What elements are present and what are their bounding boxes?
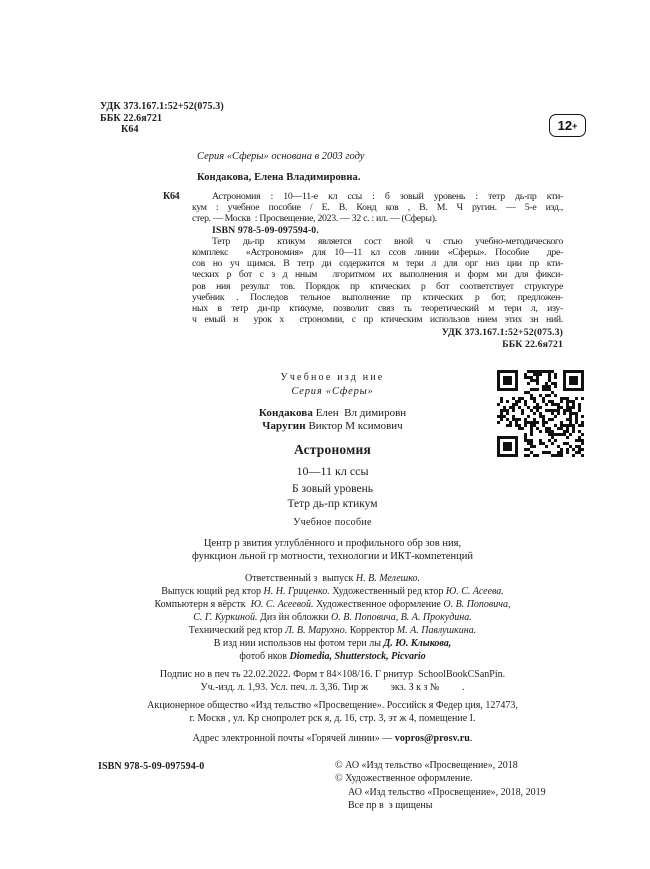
center-dept-lines (100, 537, 565, 563)
staff-line (100, 624, 565, 637)
catalog-body (192, 191, 563, 350)
book-grades: 10—11 кл ссы (296, 464, 369, 478)
catalog-label: К64 (163, 191, 180, 202)
catalog-line: кум : учебное пособие / Е. В. Конд ков , В. М. Ч ругин. — 5-е изд., (192, 202, 563, 214)
age-rating-badge (549, 114, 586, 137)
hotline-email-line (100, 733, 565, 744)
publisher-line: г. Москв , ул. Кр снопролет рск я, д. 16, стр. 3, эт ж 4, помещение I. (189, 712, 476, 724)
copyright-line: Все пр в з щищены (348, 799, 433, 811)
photo-banks: Diomedia, Shutterstock, Picvario (289, 651, 426, 662)
staff-line (100, 637, 565, 650)
dept-line: функцион льной гр мотности, технологии и ИКТ-компетенций (192, 551, 473, 562)
annotation-line: комплекс «Астрономия» для 10—11 кл ссов линии «Сферы». Пособие дре- (192, 247, 563, 259)
annotation-line: ческих р бот с з д нным лгоритмом их выполнения и форм ми для фикси- (192, 269, 563, 281)
annotation-line: сов но уч щимся. В тетр ди содержится м тери л для орг низ ции пр кти- (192, 258, 563, 270)
print-info (100, 669, 565, 694)
staff-role: Компьютерн я вёрстк (154, 599, 251, 610)
staff-person: Н. В. Мелешко. (355, 573, 421, 584)
book-level: Б зовый уровень (291, 483, 373, 495)
email-address: vopros@prosv.ru (394, 733, 470, 744)
copyright-line: © АО «Изд тельство «Просвещение», 2018 (335, 760, 518, 771)
isbn-footer: ISBN 978-5-09-097594-0 (98, 761, 205, 772)
author-name: Виктор М ксимович (305, 420, 403, 432)
staff-line (100, 611, 565, 624)
staff-person: Ю. С. Асеевой. (250, 599, 314, 610)
edition-kind: Учебное изд ние (280, 372, 385, 383)
staff-role: В изд нии использов ны фотом тери лы (213, 638, 384, 649)
age-rating-number: 12 (557, 118, 573, 133)
staff-person: Д. Ю. Клыкова, (383, 638, 452, 649)
catalog-line: Астрономия : 10—11-е кл ссы : б зовый уровень : тетр дь-пр кти- (212, 191, 563, 202)
copyright-line: © Художественное оформление. (335, 773, 473, 785)
email-period: . (469, 733, 473, 744)
copyright-block (335, 759, 546, 812)
staff-role: Технический ред ктор (188, 625, 286, 636)
print-line: Уч.-изд. л. 1,93. Усл. печ. л. 3,36. Тир ж экз. З к з № . (200, 681, 465, 693)
staff-role: Художественное оформление (313, 599, 444, 610)
bbk-line: ББК 22.6я721 (100, 112, 163, 124)
age-rating-plus: + (572, 121, 578, 131)
catalog-isbn: ISBN 978-5-09-097594-0. (212, 224, 319, 236)
classification-block (100, 101, 224, 136)
staff-person: С. Г. Куркиной. (193, 612, 258, 623)
staff-person: М. А. Павлушкина. (396, 625, 477, 636)
publisher-info (100, 700, 565, 725)
udc-ref: УДК 373.167.1:52+52(075.3) (441, 327, 563, 339)
annotation-line: ров ния результ тов. Порядок пр ктических р бот соответствует структуре (192, 280, 563, 292)
book-type: Тетр дь-пр ктикум (287, 498, 378, 510)
staff-line (100, 585, 565, 598)
edition-series: Серия «Сферы» (291, 386, 374, 397)
copyright-line: АО «Изд тельство «Просвещение», 2018, 2019 (348, 786, 546, 798)
classification-refs (192, 327, 563, 350)
staff-person: О. В. Поповича, В. А. Прокудина. (331, 612, 472, 623)
staff-role: Выпуск ющий ред ктор (161, 586, 264, 597)
bbk-ref: ББК 22.6я721 (502, 338, 563, 350)
staff-person: Л. В. Марухно. (285, 625, 348, 636)
email-label: Адрес электронной почты «Горячей линии» — (192, 733, 395, 744)
staff-role: фотоб нков (239, 651, 290, 662)
staff-role: Корректор (347, 625, 397, 636)
catalog-entry (163, 191, 563, 350)
staff-person: О. В. Поповича, (443, 599, 511, 610)
dept-line: Центр р звития углублённого и профильного обр зов ния, (203, 538, 462, 549)
publisher-line: Акционерное общество «Изд тельство «Просвещение». Российск я Федер ция, 127473, (147, 700, 518, 711)
annotation-line: ных в тетр ди-пр ктикуме, позволит связ ть теоретический м тери л, изу- (192, 303, 563, 315)
author-heading: Кондакова, Елена Владимировна. (197, 172, 361, 183)
staff-role: Ответственный з выпуск (244, 573, 356, 584)
author-surname: Кондакова (258, 407, 313, 419)
udc-line: УДК 373.167.1:52+52(075.3) (100, 101, 224, 112)
staff-role: Художественный ред ктор (329, 586, 446, 597)
book-kind: Учебное пособие (293, 517, 372, 528)
author-surname: Чаругин (262, 420, 306, 432)
staff-line (100, 598, 565, 611)
staff-role: Диз йн обложки (257, 612, 332, 623)
author-line (100, 407, 565, 420)
staff-credits (100, 572, 565, 663)
annotation-line: Тетр дь-пр ктикум является сост вной ч стью учебно-методического (212, 235, 563, 247)
staff-line (100, 650, 565, 663)
edition-block (100, 372, 565, 744)
annotation-line: ч емый н урок х строномии, с пр ктическим использов нием этих зн ний. (192, 314, 563, 326)
author-line (100, 420, 565, 433)
series-note: Серия «Сферы» основана в 2003 году (197, 151, 365, 162)
author-sign: К64 (121, 124, 139, 135)
catalog-line: стер. — Москв : Просвещение, 2023. — 32 с. : ил. — (Сферы). (192, 213, 437, 225)
staff-person: Н. Н. Гриценко. (263, 586, 330, 597)
edition-authors (100, 407, 565, 433)
book-title: Астрономия (293, 442, 371, 457)
author-name: Елен Вл димировн (312, 407, 407, 419)
staff-person: Ю. С. Асеева. (445, 586, 504, 597)
annotation-line: учебник . Последов тельное выполнение пр ктических р бот, предложен- (192, 291, 563, 303)
staff-line (100, 572, 565, 585)
print-line: Подпис но в печ ть 22.02.2022. Форм т 84×108/16. Г рнитур SchoolBookCSanPin. (159, 669, 506, 680)
